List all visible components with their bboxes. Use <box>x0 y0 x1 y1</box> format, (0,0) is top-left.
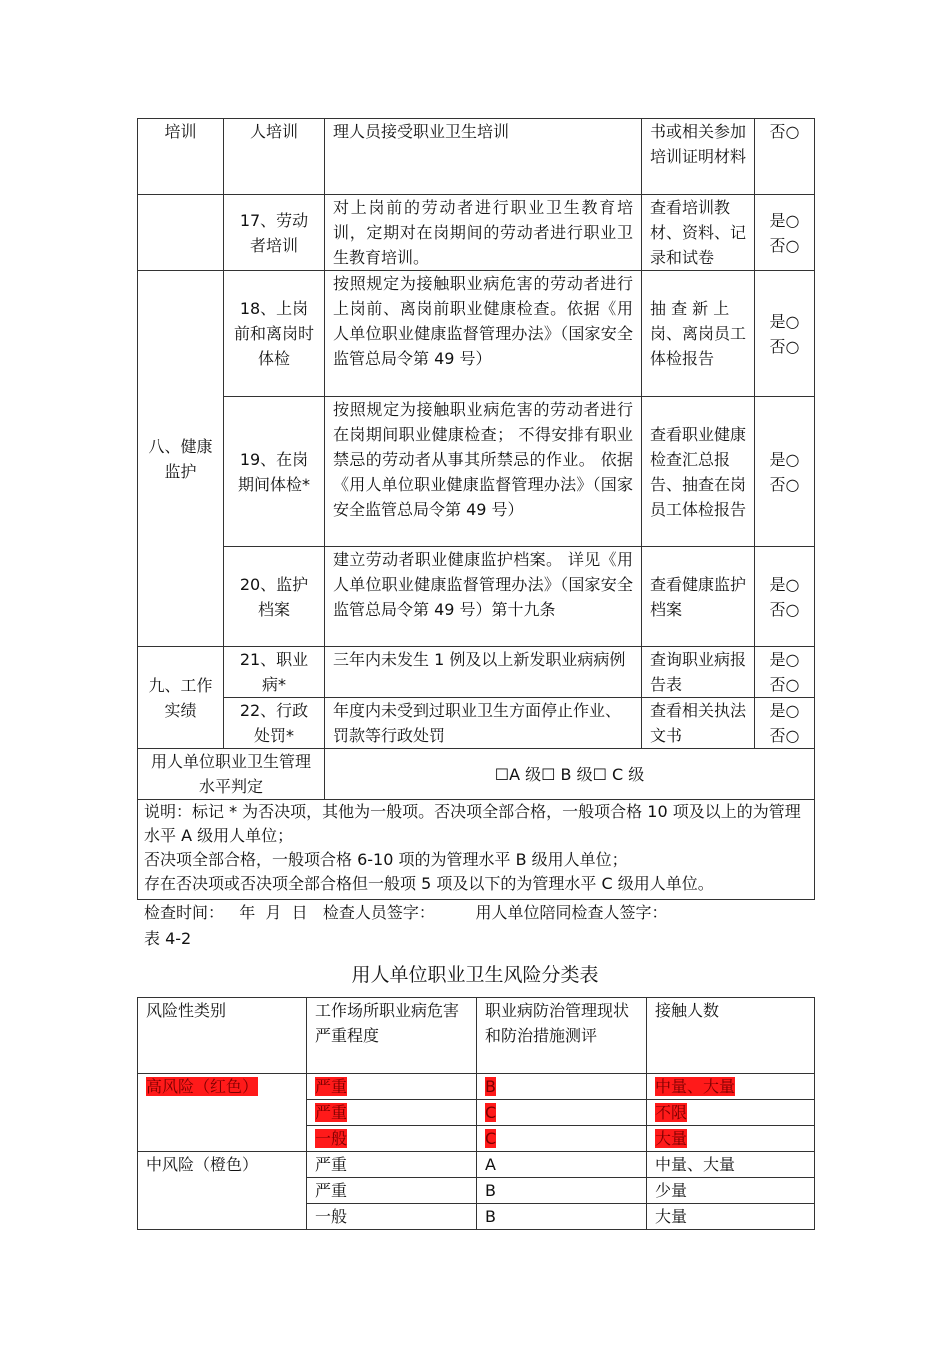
requirement-cell: 按照规定为接触职业病危害的劳动者进行上岗前、离岗前职业健康检查。依据《用人单位职业健康监督管理办法》（国家安全监管总局令第 49 号） <box>325 271 642 397</box>
cell-text: 大量 <box>655 1129 688 1148</box>
category-cell: 培训 <box>138 119 224 195</box>
result-radio-no[interactable]: 否○ <box>769 336 800 356</box>
result-cell <box>755 647 815 698</box>
risk-label-medium: 中风险（橙色） <box>146 1155 259 1174</box>
table-cell <box>647 1074 815 1100</box>
cell-text: C <box>485 1129 497 1148</box>
cell-text: C <box>485 1103 497 1122</box>
item-cell: 22、行政处罚* <box>224 698 325 749</box>
item-cell: 19、在岗期间体检* <box>224 397 325 547</box>
result-radio-yes[interactable]: 是○ <box>769 574 800 594</box>
table-cell: 严重 <box>307 1178 477 1204</box>
method-cell: 抽 查 新 上 岗、离岗员工体检报告 <box>642 271 755 397</box>
result-radio-no[interactable]: 否○ <box>769 474 800 494</box>
result-radio-no[interactable]: 否○ <box>755 119 815 195</box>
header-cell: 接触人数 <box>647 998 815 1074</box>
table-row <box>138 698 815 749</box>
table-cell <box>647 1126 815 1152</box>
table-row <box>138 271 815 397</box>
table-cell: A <box>477 1152 647 1178</box>
requirement-cell: 对上岗前的劳动者进行职业卫生教育培训，定期对在岗期间的劳动者进行职业卫生教育培训。 <box>325 195 642 271</box>
judge-label: 用人单位职业卫生管理水平判定 <box>138 749 325 800</box>
note-line: 否决项全部合格，一般项合格 6-10 项的为管理水平 B 级用人单位； <box>144 850 628 869</box>
note-line: 存在否决项或否决项全部合格但一般项 5 项及以下的为管理水平 C 级用人单位。 <box>144 874 714 893</box>
table-cell: 少量 <box>647 1178 815 1204</box>
table-cell: 严重 <box>307 1152 477 1178</box>
result-radio-yes[interactable]: 是○ <box>769 701 800 720</box>
table-cell <box>647 1100 815 1126</box>
risk-table <box>137 997 815 1230</box>
table-row <box>138 800 815 900</box>
table-row <box>138 1152 815 1178</box>
result-radio-yes[interactable]: 是○ <box>769 650 800 669</box>
category-cell: 九、工作实绩 <box>138 647 224 749</box>
table-cell: 中量、大量 <box>647 1152 815 1178</box>
method-cell: 书或相关参加培训证明材料 <box>642 119 755 195</box>
result-radio-yes[interactable]: 是○ <box>769 210 800 230</box>
method-cell: 查看相关执法文书 <box>642 698 755 749</box>
table-cell: B <box>477 1178 647 1204</box>
table-row <box>138 647 815 698</box>
signature-line: 检查时间： 年 月 日 检查人员签字： 用人单位陪同检查人签字： <box>144 903 668 922</box>
requirement-cell: 建立劳动者职业健康监护档案。 详见《用人单位职业健康监督管理办法》（国家安全监管总局令第 49 号）第十九条 <box>325 547 642 647</box>
requirement-cell: 三年内未发生 1 例及以上新发职业病病例 <box>325 647 642 698</box>
cell-text: 严重 <box>315 1077 348 1096</box>
result-cell <box>755 397 815 547</box>
item-cell: 20、监护档案 <box>224 547 325 647</box>
page-title: 用人单位职业卫生风险分类表 <box>351 964 599 986</box>
item-cell: 17、劳动者培训 <box>224 195 325 271</box>
category-cell: 八、健康监护 <box>138 271 224 647</box>
result-radio-no[interactable]: 否○ <box>769 675 800 694</box>
table-row <box>138 397 815 547</box>
risk-category <box>138 1152 307 1230</box>
cell-text: 不限 <box>655 1103 688 1122</box>
table-cell <box>477 1126 647 1152</box>
header-cell: 风险性类别 <box>138 998 307 1074</box>
judge-level-checkboxes[interactable]: ☐A 级☐ B 级☐ C 级 <box>325 749 815 800</box>
result-cell <box>755 195 815 271</box>
table-row <box>138 1074 815 1100</box>
item-cell: 人培训 <box>224 119 325 195</box>
table-header-row <box>138 998 815 1074</box>
requirement-cell: 按照规定为接触职业病危害的劳动者进行在岗期间职业健康检查； 不得安排有职业禁忌的劳动者从事其所禁忌的作业。 依据《用人单位职业健康监督管理办法》（国家安全监管总局令第 49 号） <box>325 397 642 547</box>
table-cell <box>307 1126 477 1152</box>
item-cell: 21、职业病* <box>224 647 325 698</box>
result-radio-no[interactable]: 否○ <box>769 599 800 619</box>
item-cell: 18、上岗前和离岗时体检 <box>224 271 325 397</box>
result-radio-yes[interactable]: 是○ <box>769 449 800 469</box>
requirement-cell: 年度内未受到过职业卫生方面停止作业、罚款等行政处罚 <box>325 698 642 749</box>
result-cell <box>755 698 815 749</box>
table-cell: 一般 <box>307 1204 477 1230</box>
table-row <box>138 749 815 800</box>
requirement-cell: 理人员接受职业卫生培训 <box>325 119 642 195</box>
result-cell <box>755 547 815 647</box>
table-label: 表 4-2 <box>144 929 192 948</box>
cell-text: B <box>485 1077 496 1096</box>
category-cell-empty <box>138 195 224 271</box>
method-cell: 查看健康监护档案 <box>642 547 755 647</box>
result-radio-yes[interactable]: 是○ <box>769 311 800 331</box>
method-cell: 查看职业健康检查汇总报告、抽查在岗员工体检报告 <box>642 397 755 547</box>
cell-text: 一般 <box>315 1129 348 1148</box>
table-row <box>138 119 815 195</box>
result-radio-no[interactable]: 否○ <box>769 235 800 255</box>
table-row <box>138 195 815 271</box>
risk-category <box>138 1074 307 1152</box>
table-row <box>138 547 815 647</box>
header-cell: 职业病防治管理现状和防治措施测评 <box>477 998 647 1074</box>
note-cell <box>138 800 815 900</box>
table-cell <box>307 1100 477 1126</box>
note-line: 说明：标记 * 为否决项，其他为一般项。否决项全部合格，一般项合格 10 项及以上的为管理水平 A 级用人单位； <box>144 802 801 845</box>
table-cell <box>477 1074 647 1100</box>
cell-text: 严重 <box>315 1103 348 1122</box>
table-cell: B <box>477 1204 647 1230</box>
table-cell <box>477 1100 647 1126</box>
method-cell: 查看培训教材、资料、记录和试卷 <box>642 195 755 271</box>
table-cell <box>307 1074 477 1100</box>
header-cell: 工作场所职业病危害严重程度 <box>307 998 477 1074</box>
cell-text: 中量、大量 <box>655 1077 736 1096</box>
table-cell: 大量 <box>647 1204 815 1230</box>
result-cell <box>755 271 815 397</box>
method-cell: 查询职业病报告表 <box>642 647 755 698</box>
inspection-table <box>137 118 815 900</box>
risk-label-high: 高风险（红色） <box>146 1077 259 1096</box>
result-radio-no[interactable]: 否○ <box>769 726 800 745</box>
